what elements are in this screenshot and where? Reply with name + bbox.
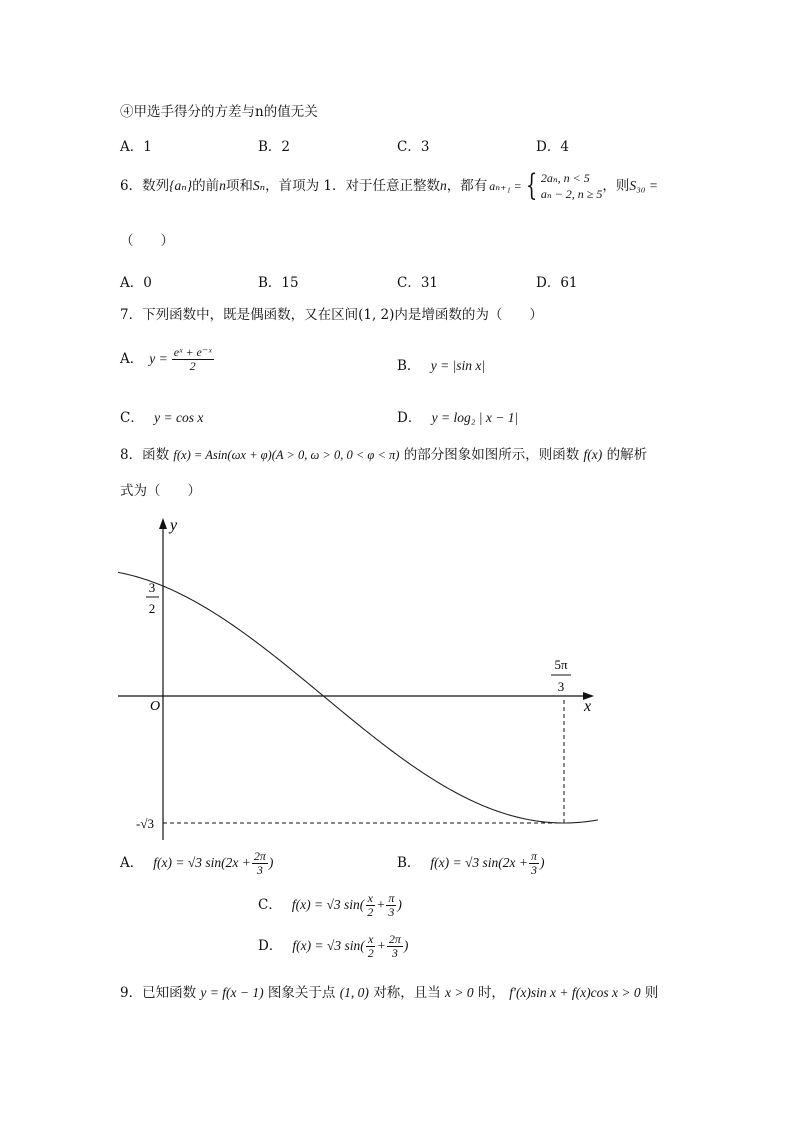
- q9-mid3: 时，: [477, 985, 505, 1001]
- q6-mid5: ，则: [602, 178, 630, 195]
- q8-option-b-label: B．: [397, 855, 421, 871]
- q8-option-a-fraction: [252, 850, 268, 876]
- q6-option-a: A．0: [120, 275, 152, 291]
- q8-option-c-den2: 3: [388, 904, 395, 919]
- q8-stem-line2: 式为（ ）: [120, 483, 201, 499]
- q9-inequality: f′(x)sin x + f(x)cos x > 0: [509, 985, 641, 1000]
- q6-case2: aₙ − 2, n ≥ 5: [540, 187, 603, 202]
- q8-option-d-den1: 2: [367, 945, 374, 960]
- q8-option-b-num: π: [531, 849, 538, 863]
- min-value-label: -√3: [136, 816, 154, 831]
- q9-mid2: 对称，且当: [373, 985, 441, 1001]
- q7-option-d-label: D．: [397, 410, 422, 426]
- q8-option-d-post: ): [403, 938, 409, 953]
- q5-option-d: D．4: [536, 139, 569, 155]
- q8-prefix: 8．函数: [120, 447, 170, 463]
- q8-option-c-den1: 2: [367, 904, 374, 919]
- q7-option-a-label: A．: [120, 351, 144, 367]
- q6-case1: 2aₙ, n < 5: [540, 171, 590, 185]
- q7-option-a-numerator: eˣ + e⁻ˣ: [173, 345, 212, 359]
- q6-s30: S₃₀ =: [629, 178, 658, 194]
- q8-option-a-den: 3: [256, 862, 263, 877]
- q8-option-d-plus: +: [376, 938, 386, 953]
- q8-option-a-num: 2π: [253, 849, 266, 863]
- q9-stem: [120, 985, 658, 1001]
- q6-mid3: ，首项为 1．对于任意正整数: [265, 178, 440, 195]
- function-graph: [0, 510, 794, 850]
- q8-fx: f(x): [583, 447, 603, 462]
- q8-option-c-plus: +: [376, 897, 386, 912]
- q8-option-c-fraction2: [386, 892, 396, 918]
- q6-prefix: 6．数列: [120, 178, 170, 195]
- q7-option-a-denominator: 2: [189, 358, 196, 373]
- q6-sn: Sₙ: [252, 178, 266, 194]
- q8-option-a-pre: f(x) = √3 sin(2x +: [153, 855, 251, 870]
- q6-mid1: 的前: [192, 178, 220, 195]
- q9-prefix: 9．已知函数: [120, 985, 197, 1001]
- q7-option-b: [397, 358, 485, 374]
- x-tick-numerator: 5π: [554, 657, 568, 672]
- y-axis-arrow: [159, 518, 167, 529]
- q8-option-d: [258, 933, 408, 959]
- q6-n2: n: [440, 178, 447, 194]
- q8-option-b: [397, 850, 545, 876]
- q7-stem: 7．下列函数中，既是偶函数，又在区间(1, 2)内是增函数的为（ ）: [120, 307, 543, 323]
- q8-option-b-pre: f(x) = √3 sin(2x +: [430, 855, 529, 870]
- q5-option-c: C．3: [397, 139, 430, 155]
- q7-option-b-label: B．: [397, 358, 421, 374]
- q6-answer-blank: （ ）: [120, 233, 174, 249]
- q8-option-b-den: 3: [531, 862, 538, 877]
- q6-brace: {: [525, 168, 537, 204]
- q8-option-c-pre: f(x) = √3 sin(: [291, 897, 365, 912]
- q8-option-a-label: A．: [120, 855, 144, 871]
- x-axis-label: x: [584, 698, 592, 715]
- q6-option-c: C．31: [397, 275, 439, 291]
- q9-mid1: 图象关于点: [267, 985, 336, 1001]
- q7-option-c-expr: y = cos x: [154, 410, 204, 425]
- q8-option-c: [258, 892, 402, 918]
- q7-option-c: [120, 410, 203, 426]
- q5-option-a: A．1: [120, 139, 152, 155]
- q9-condition: x > 0: [445, 985, 474, 1000]
- q6-stem: [120, 170, 658, 202]
- q8-mid: 的部分图象如图所示，则函数: [403, 447, 580, 463]
- q8-option-b-post: ): [540, 855, 545, 870]
- q8-option-c-fraction1: [365, 892, 375, 918]
- q8-option-c-num2: π: [388, 891, 395, 905]
- q8-option-d-pre: f(x) = √3 sin(: [292, 938, 365, 953]
- q8-option-d-num1: x: [368, 932, 374, 946]
- sine-curve: [118, 572, 598, 823]
- q9-end: 则: [644, 985, 659, 1001]
- q8-option-d-fraction1: [366, 933, 376, 959]
- y-axis-label: y: [170, 517, 178, 534]
- q8-formula: f(x) = Asin(ωx + φ)(A > 0, ω > 0, 0 < φ < π): [173, 448, 400, 462]
- q6-seq: {aₙ}: [169, 178, 193, 194]
- q8-option-c-label: C．: [258, 897, 282, 913]
- y-tick-denominator: 2: [148, 601, 156, 616]
- q6-mid4: ，都有: [446, 178, 488, 195]
- q8-option-d-num2: 2π: [388, 932, 401, 946]
- q8-stem-line1: [120, 447, 647, 463]
- q8-option-c-num1: x: [367, 891, 373, 905]
- q7-option-d-expr: y = log₂ | x − 1|: [431, 410, 519, 425]
- q5-item4: ④甲选手得分的方差与n的值无关: [120, 104, 318, 120]
- q6-cases: [541, 170, 603, 202]
- q5-option-b: B．2: [258, 139, 291, 155]
- q8-option-c-post: ): [397, 897, 402, 912]
- origin-label: O: [150, 699, 161, 714]
- q8-option-a: [120, 850, 273, 876]
- q8-option-b-fraction: [529, 850, 539, 876]
- q6-option-b: B．15: [258, 275, 299, 291]
- q8-option-d-den2: 3: [391, 945, 398, 960]
- q6-n1: n: [219, 178, 226, 194]
- x-tick-denominator: 3: [557, 679, 565, 694]
- q9-point: (1, 0): [339, 985, 369, 1000]
- q7-option-d: [397, 410, 518, 426]
- q7-option-a-lhs: y =: [149, 351, 168, 366]
- q8-end: 的解析: [606, 447, 648, 463]
- q8-option-a-post: ): [268, 855, 274, 870]
- q8-option-d-fraction2: [387, 933, 403, 959]
- q7-option-a-fraction: [172, 346, 214, 372]
- q7-option-a: [120, 346, 215, 372]
- q9-function: y = f(x − 1): [200, 985, 264, 1000]
- q6-mid2: 项和: [225, 178, 253, 195]
- q7-option-b-expr: y = |sin x|: [430, 358, 486, 373]
- q6-recursion-lhs: aₙ₊₁ =: [489, 178, 522, 193]
- q6-option-d: D．61: [536, 275, 578, 291]
- q7-option-c-label: C．: [120, 410, 144, 426]
- y-tick-numerator: 3: [148, 580, 156, 595]
- q8-option-d-label: D．: [258, 938, 283, 954]
